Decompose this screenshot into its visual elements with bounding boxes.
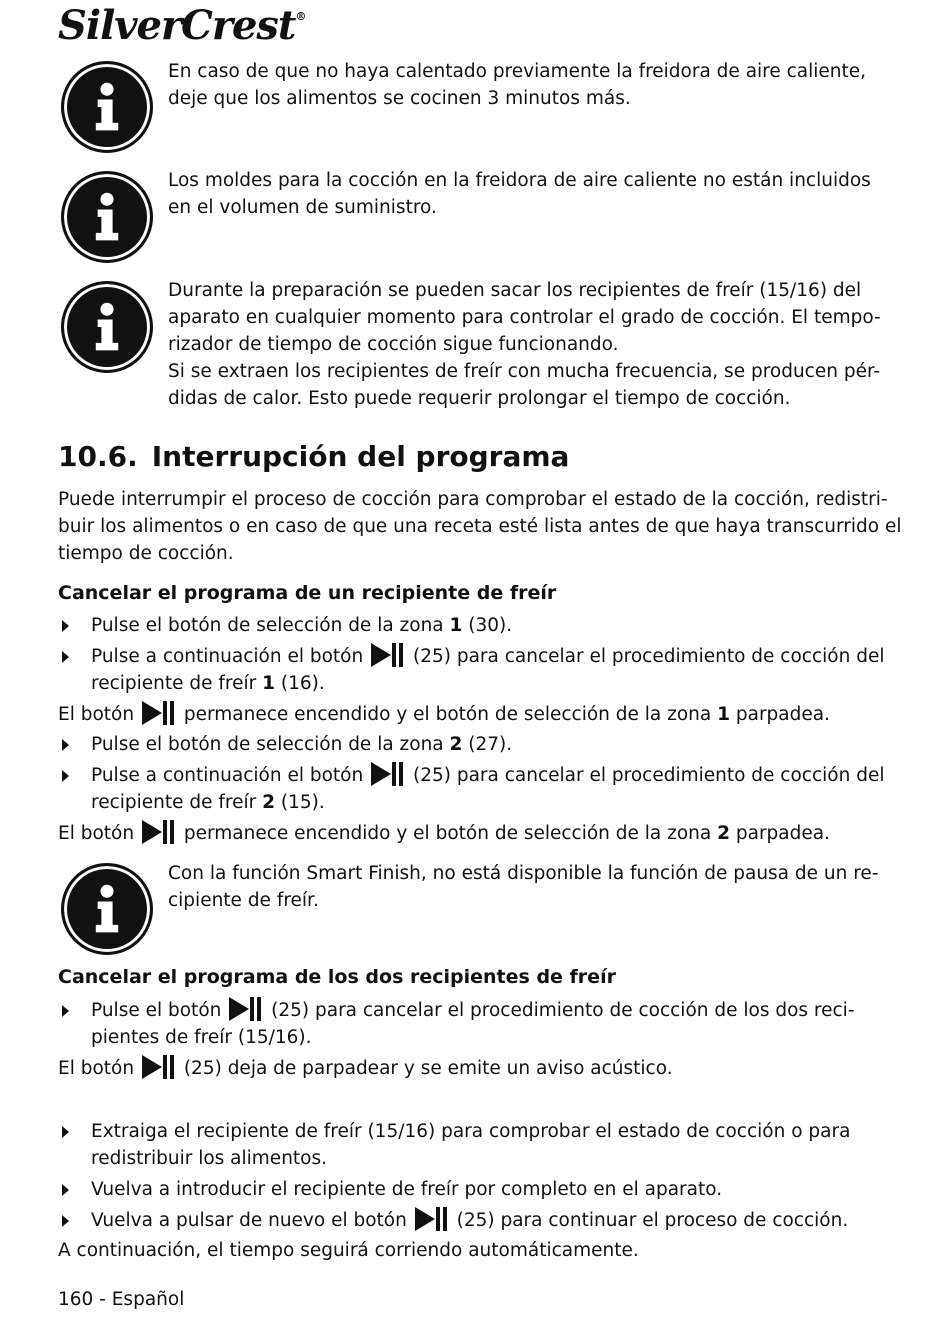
note-line: Durante la preparación se pueden sacar los recipientes de freír (15/16) del [168,280,862,301]
subsection-heading: Cancelar el programa de un recipiente de freír [58,582,557,604]
result-text: A continuación, el tiempo seguirá corriendo automáticamente. [58,1240,639,1261]
triangle-right-icon [62,1184,69,1196]
note-line: Si se extraen los recipientes de freír con mucha frecuencia, se producen pér- [168,361,881,382]
intro-line: Puede interrumpir el proceso de cocción para comprobar el estado de la cocción, redistri- [58,489,888,510]
page-footer: 160 - Español [58,1289,185,1310]
play-pause-icon [142,701,176,725]
play-pause-icon [229,997,263,1021]
triangle-right-icon [62,620,69,632]
note-line: en el volumen de suministro. [168,197,437,218]
triangle-right-icon [62,770,69,782]
intro-line: buir los alimentos o en caso de que una receta esté lista antes de que haya transcurrido el [58,516,902,537]
info-icon [61,171,153,263]
play-pause-icon [142,820,176,844]
result-text: El botón (25) deja de parpadear y se emite un aviso acústico. [58,1055,673,1082]
step-item: Vuelva a pulsar de nuevo el botón (25) para continuar el proceso de cocción. [91,1207,848,1234]
step-item: Pulse a continuación el botón (25) para cancelar el procedimiento de cocción del [91,762,884,789]
triangle-right-icon [62,739,69,751]
step-item: Extraiga el recipiente de freír (15/16) para comprobar el estado de cocción o para [91,1121,851,1142]
step-item-cont: recipiente de freír 2 (15). [91,792,325,813]
step-item: Pulse el botón de selección de la zona 2 (27). [91,734,513,755]
brand-logo: SilverCrest® [58,2,306,49]
triangle-right-icon [62,1005,69,1017]
triangle-right-icon [62,1215,69,1227]
step-item: Pulse el botón (25) para cancelar el procedimiento de cocción de los dos reci- [91,997,855,1024]
play-pause-icon [142,1055,176,1079]
step-item: Pulse el botón de selección de la zona 1 (30). [91,615,513,636]
intro-line: tiempo de cocción. [58,543,234,564]
triangle-right-icon [62,1126,69,1138]
result-text: El botón permanece encendido y el botón de selección de la zona 2 parpadea. [58,820,830,847]
section-title: Interrupción del programa [151,440,570,473]
info-icon [61,281,153,373]
play-pause-icon [371,643,405,667]
play-pause-icon [415,1207,449,1231]
step-item-cont: pientes de freír (15/16). [91,1027,312,1048]
triangle-right-icon [62,651,69,663]
info-icon [61,863,153,955]
note-line: aparato en cualquier momento para controlar el grado de cocción. El tempo- [168,307,881,328]
result-text: El botón permanece encendido y el botón de selección de la zona 1 parpadea. [58,701,830,728]
note-line: Los moldes para la cocción en la freidora de aire caliente no están incluidos [168,170,871,191]
step-item-cont: redistribuir los alimentos. [91,1148,328,1169]
subsection-heading: Cancelar el programa de los dos recipientes de freír [58,966,616,988]
section-heading [58,440,569,473]
note-line: Con la función Smart Finish, no está disponible la función de pausa de un re- [168,863,879,884]
note-line: cipiente de freír. [168,890,319,911]
note-line: En caso de que no haya calentado previamente la freidora de aire caliente, [168,61,867,82]
note-line: deje que los alimentos se cocinen 3 minutos más. [168,88,631,109]
step-item-cont: recipiente de freír 1 (16). [91,673,325,694]
info-icon [61,61,153,153]
play-pause-icon [371,762,405,786]
note-line: rizador de tiempo de cocción sigue funcionando. [168,334,619,355]
step-item: Pulse a continuación el botón (25) para cancelar el procedimiento de cocción del [91,643,884,670]
step-item: Vuelva a introducir el recipiente de freír por completo en el aparato. [91,1179,723,1200]
section-number: 10.6. [58,440,138,473]
note-line: didas de calor. Esto puede requerir prolongar el tiempo de cocción. [168,388,791,409]
